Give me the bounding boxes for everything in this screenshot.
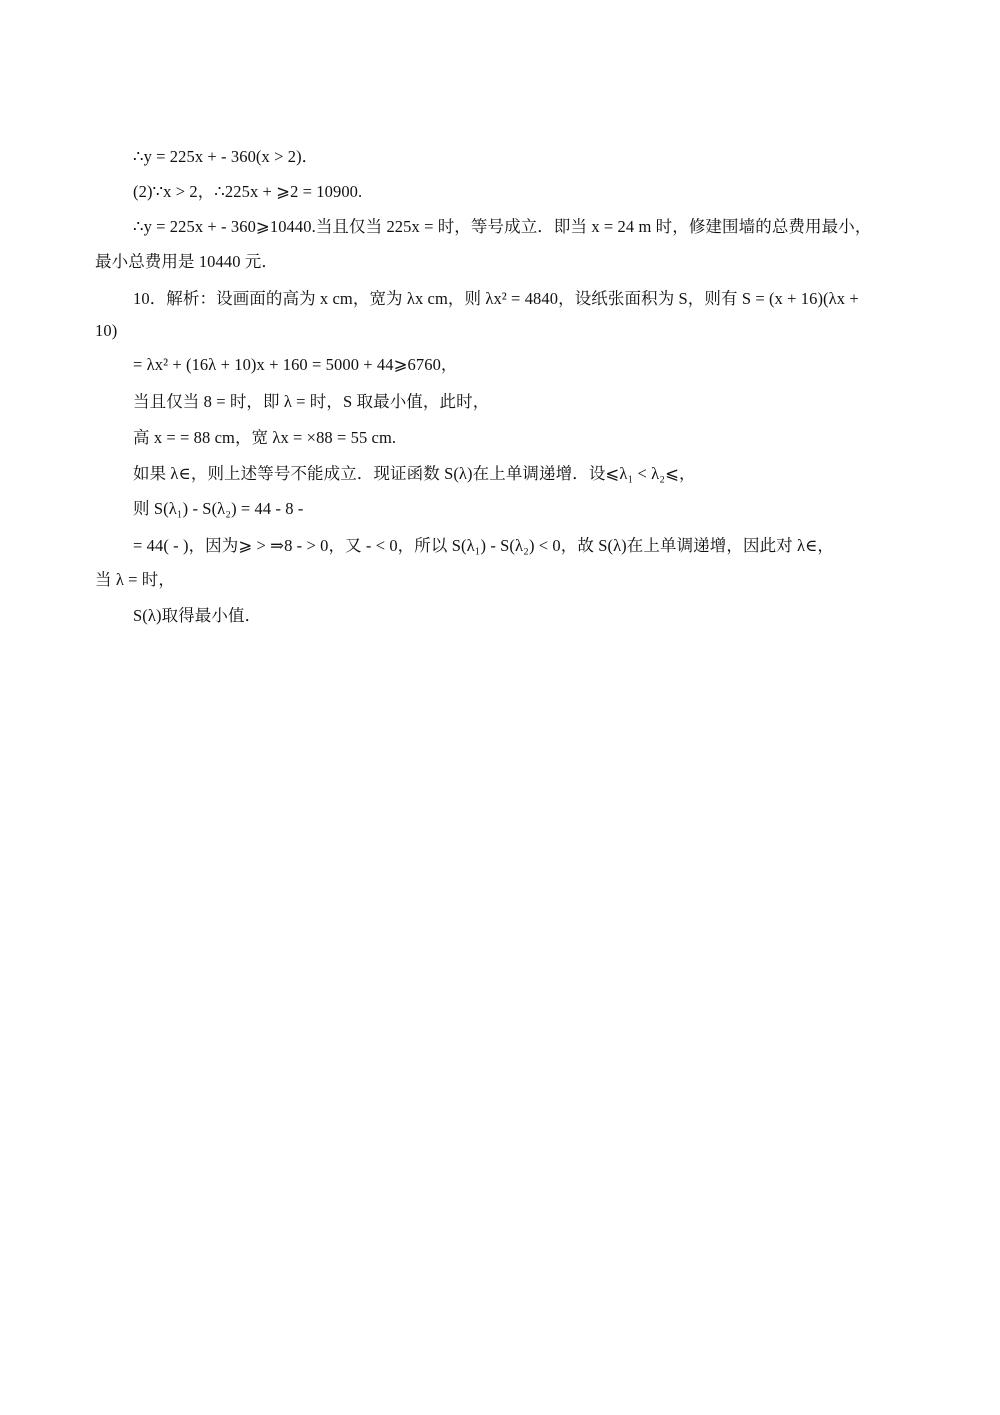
text-line: S(λ)取得最小值． bbox=[133, 606, 262, 625]
text-line: 则 S(λ₁) ‐ S(λ₂) = 44 ‐ 8 ‐ bbox=[133, 499, 304, 518]
text-line: = 44( ‐ )，因为⩾ > ⇒8 ‐ > 0，又 ‐ < 0，所以 S(λ₁) ‐ S(λ₂) < 0，故 S(λ)在上单调递增，因此对 λ∈， bbox=[133, 536, 835, 555]
text-line: 当 λ = 时， bbox=[95, 570, 175, 589]
text-line: ∴y = 225x + ‐ 360(x > 2)． bbox=[133, 147, 319, 166]
text-line: ∴y = 225x + ‐ 360⩾10440.当且仅当 225x = 时，等号成立．即当 x = 24 m 时，修建围墙的总费用最小， bbox=[133, 217, 872, 236]
text-line: 如果 λ∈，则上述等号不能成立．现证函数 S(λ)在上单调递增．设⩽λ₁ < λ₂⩽， bbox=[133, 464, 696, 483]
text-line: = λx² + (16λ + 10)x + 160 = 5000 + 44⩾6760， bbox=[133, 355, 458, 374]
text-line: 当且仅当 8 = 时，即 λ = 时，S 取最小值，此时， bbox=[133, 392, 490, 411]
text-line: 最小总费用是 10440 元． bbox=[95, 252, 278, 271]
text-line: 10．解析：设画面的高为 x cm，宽为 λx cm，则 λx² = 4840，设纸张面积为 S，则有 S = (x + 16)(λx + bbox=[133, 289, 859, 308]
text-line: 高 x = = 88 cm，宽 λx = ×88 = 55 cm. bbox=[133, 428, 397, 447]
text-line: (2)∵x > 2，∴225x + ⩾2 = 10900. bbox=[133, 182, 363, 201]
text-line: 10) bbox=[95, 321, 118, 340]
